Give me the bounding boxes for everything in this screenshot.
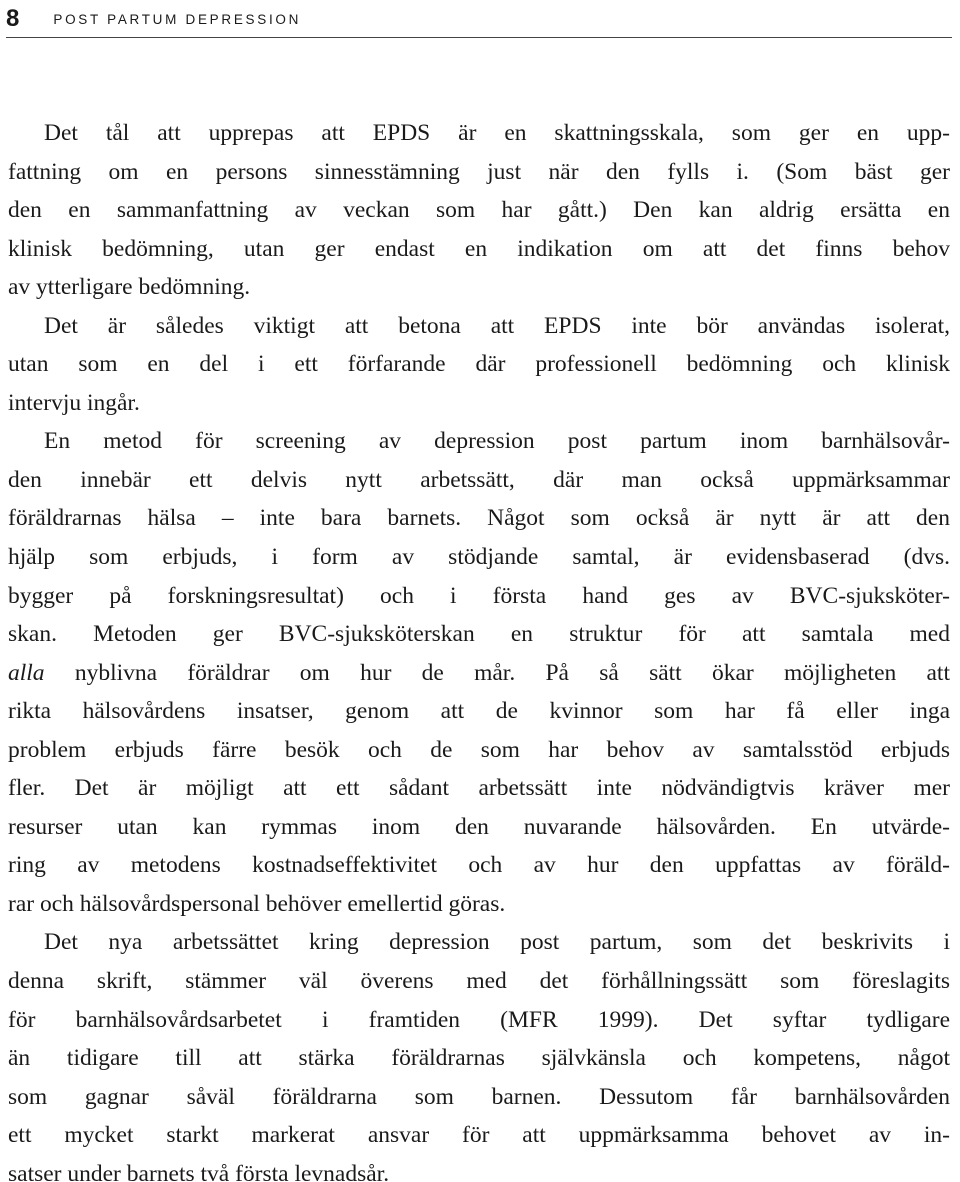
text-line: än tidigare till att stärka föräldrarnas självkänsla och kompetens, något: [8, 1045, 950, 1072]
text-line: rar och hälsovårdspersonal behöver emellertid göras.: [8, 890, 506, 917]
text-line: Det tål att upprepas att EPDS är en skattningsskala, som ger en upp-: [44, 120, 950, 146]
text-line: problem erbjuds färre besök och de som har behov av samtalsstöd erbjuds: [8, 736, 950, 763]
text-line: hjälp som erbjuds, i form av stödjande samtal, är evidensbaserad (dvs.: [8, 544, 950, 571]
text-line: som gagnar såväl föräldrarna som barnen. Dessutom får barnhälsovården: [8, 1083, 950, 1110]
text-line: föräldrarnas hälsa – inte bara barnets. Något som också är nytt är att den: [8, 505, 950, 532]
text-line: för barnhälsovårdsarbetet i framtiden (MFR 1999). Det syftar tydligare: [8, 1006, 950, 1033]
running-title: POST PARTUM DEPRESSION: [53, 11, 302, 27]
text-line: rikta hälsovårdens insatser, genom att de kvinnor som har få eller inga: [8, 698, 950, 725]
text-line: intervju ingår.: [8, 389, 140, 416]
paragraph: [8, 923, 950, 1182]
text-line: satser under barnets två första levnadsår.: [8, 1160, 390, 1182]
text-line-with-italic: [8, 654, 950, 693]
paragraph: [8, 114, 950, 307]
text-line: bygger på forskningsresultat) och i första hand ges av BVC-sjuksköter-: [8, 582, 950, 609]
italic-line-rest: nyblivna föräldrar om hur de mår. På så sätt ökar möjligheten att: [44, 659, 950, 686]
text-line: denna skrift, stämmer väl överens med det förhållningssätt som föreslagits: [8, 968, 950, 995]
text-line: den en sammanfattning av veckan som har gått.) Den kan aldrig ersätta en: [8, 197, 950, 224]
text-line: den innebär ett delvis nytt arbetssätt, där man också uppmärksammar: [8, 466, 950, 493]
text-line: ring av metodens kostnadseffektivitet och av hur den uppfattas av föräld-: [8, 852, 950, 879]
header-rule: [6, 37, 952, 38]
text-line: Det nya arbetssättet kring depression post partum, som det beskrivits i: [44, 929, 950, 956]
running-head: [6, 0, 301, 38]
text-line: fler. Det är möjligt att ett sådant arbetssätt inte nödvändigtvis kräver mer: [8, 775, 950, 802]
italic-word: alla: [8, 659, 45, 686]
text-line: fattning om en persons sinnesstämning just när den fylls i. (Som bäst ger: [8, 158, 950, 185]
page-number: 8: [6, 5, 20, 32]
text-line: ett mycket starkt markerat ansvar för att uppmärksamma behovet av in-: [8, 1122, 950, 1149]
paragraph: [8, 422, 950, 923]
text-line: utan som en del i ett förfarande där professionell bedömning och klinisk: [8, 351, 950, 378]
text-line: resurser utan kan rymmas inom den nuvarande hälsovården. En utvärde-: [8, 813, 950, 840]
text-line: klinisk bedömning, utan ger endast en indikation om att det finns behov: [8, 235, 950, 262]
text-line: En metod för screening av depression post partum inom barnhälsovår-: [44, 428, 950, 455]
body-text: [8, 114, 950, 1182]
text-line: Det är således viktigt att betona att EPDS inte bör användas isolerat,: [44, 312, 950, 339]
text-line: skan. Metoden ger BVC-sjuksköterskan en struktur för att samtala med: [8, 621, 950, 648]
paragraph: [8, 307, 950, 423]
text-line: av ytterligare bedömning.: [8, 274, 251, 301]
